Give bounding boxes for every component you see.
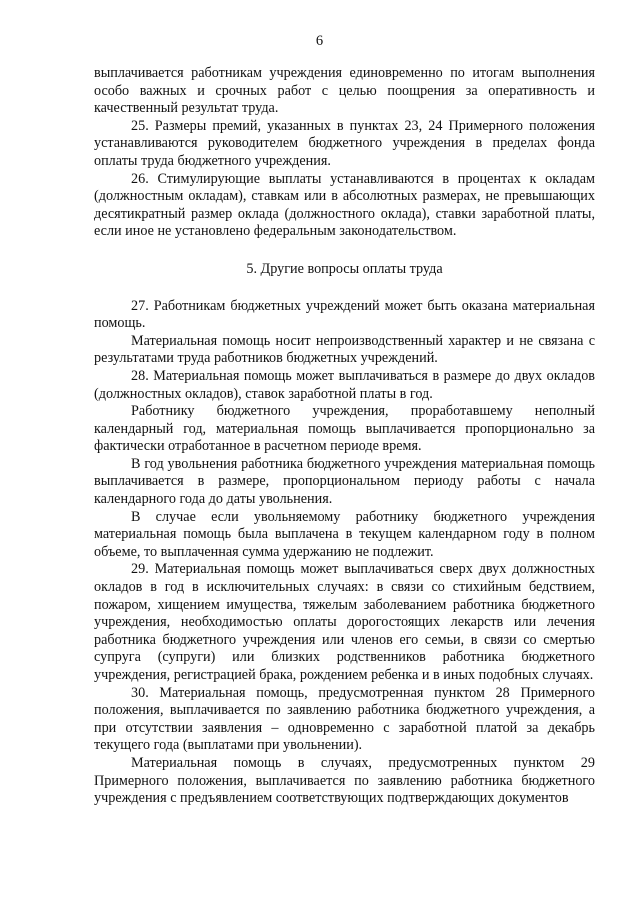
page-number: 6 [315, 33, 324, 49]
paragraph-29: 29. Материальная помощь может выплачиваться сверх двух должностных окладов в год в исключительных случаях: в связи со стихийным бедствием, пожаром, хищением имущества, тяжелым заболеванием работника бюджетного учреждения, необходимостью оплаты дорогостоящих лекарств или лечения работника бюджетного учреждения или членов его семьи, в связи со смертью супруга (супруги) или близких родственников работника бюджетного учреждения, регистрацией брака, рождением ребенка и в иных подобных случаях. [94, 561, 595, 683]
paragraph-28: 28. Материальная помощь может выплачиваться в размере до двух окладов (должностных окладов), ставок заработной платы в год. [94, 367, 595, 402]
paragraph-30: 30. Материальная помощь, предусмотренная пунктом 28 Примерного положения, выплачивается по заявлению работника бюджетного учреждения, а при отсутствии заявления – одновременно с заработной платой за декабрь текущего года (выплатами при увольнении). [94, 684, 595, 754]
paragraph-30-cases-29: Материальная помощь в случаях, предусмотренных пунктом 29 Примерного положения, выплачивается по заявлению работника бюджетного учреждения с предъявлением соответствующих подтверждающих документов [94, 754, 595, 807]
document-body [94, 65, 595, 808]
paragraph-27-nature: Материальная помощь носит непроизводственный характер и не связана с результатами труда работников бюджетных учреждений. [94, 332, 595, 367]
paragraph-27: 27. Работникам бюджетных учреждений может быть оказана материальная помощь. [94, 297, 595, 332]
section-heading: 5. Другие вопросы оплаты труда [246, 260, 443, 277]
paragraph-28-dismissal-year: В год увольнения работника бюджетного учреждения материальная помощь выплачивается в размере, пропорциональном периоду работы с начала календарного года до даты увольнения. [94, 455, 595, 508]
paragraph-28-no-deduction: В случае если увольняемому работнику бюджетного учреждения материальная помощь была выплачена в текущем календарном году в полном объеме, то выплаченная сумма удержанию не подлежит. [94, 508, 595, 560]
paragraph-25: 25. Размеры премий, указанных в пунктах 23, 24 Примерного положения устанавливаются руководителем бюджетного учреждения в пределах фонда оплаты труда бюджетного учреждения. [94, 117, 595, 169]
paragraph-26: 26. Стимулирующие выплаты устанавливаются в процентах к окладам (должностным окладам), ставкам или в абсолютных размерах, не превышающих десятикратный размер оклада (должностного оклада), ставки заработной платы, если иное не установлено федеральным законодательством. [94, 170, 595, 240]
paragraph-continuation: выплачивается работникам учреждения единовременно по итогам выполнения особо важных и срочных работ с целью поощрения за оперативность и качественный результат труда. [94, 65, 595, 117]
paragraph-28-partial-year: Работнику бюджетного учреждения, проработавшему неполный календарный год, материальная помощь выплачивается пропорционально за фактически отработанное в расчетном периоде время. [94, 403, 595, 455]
